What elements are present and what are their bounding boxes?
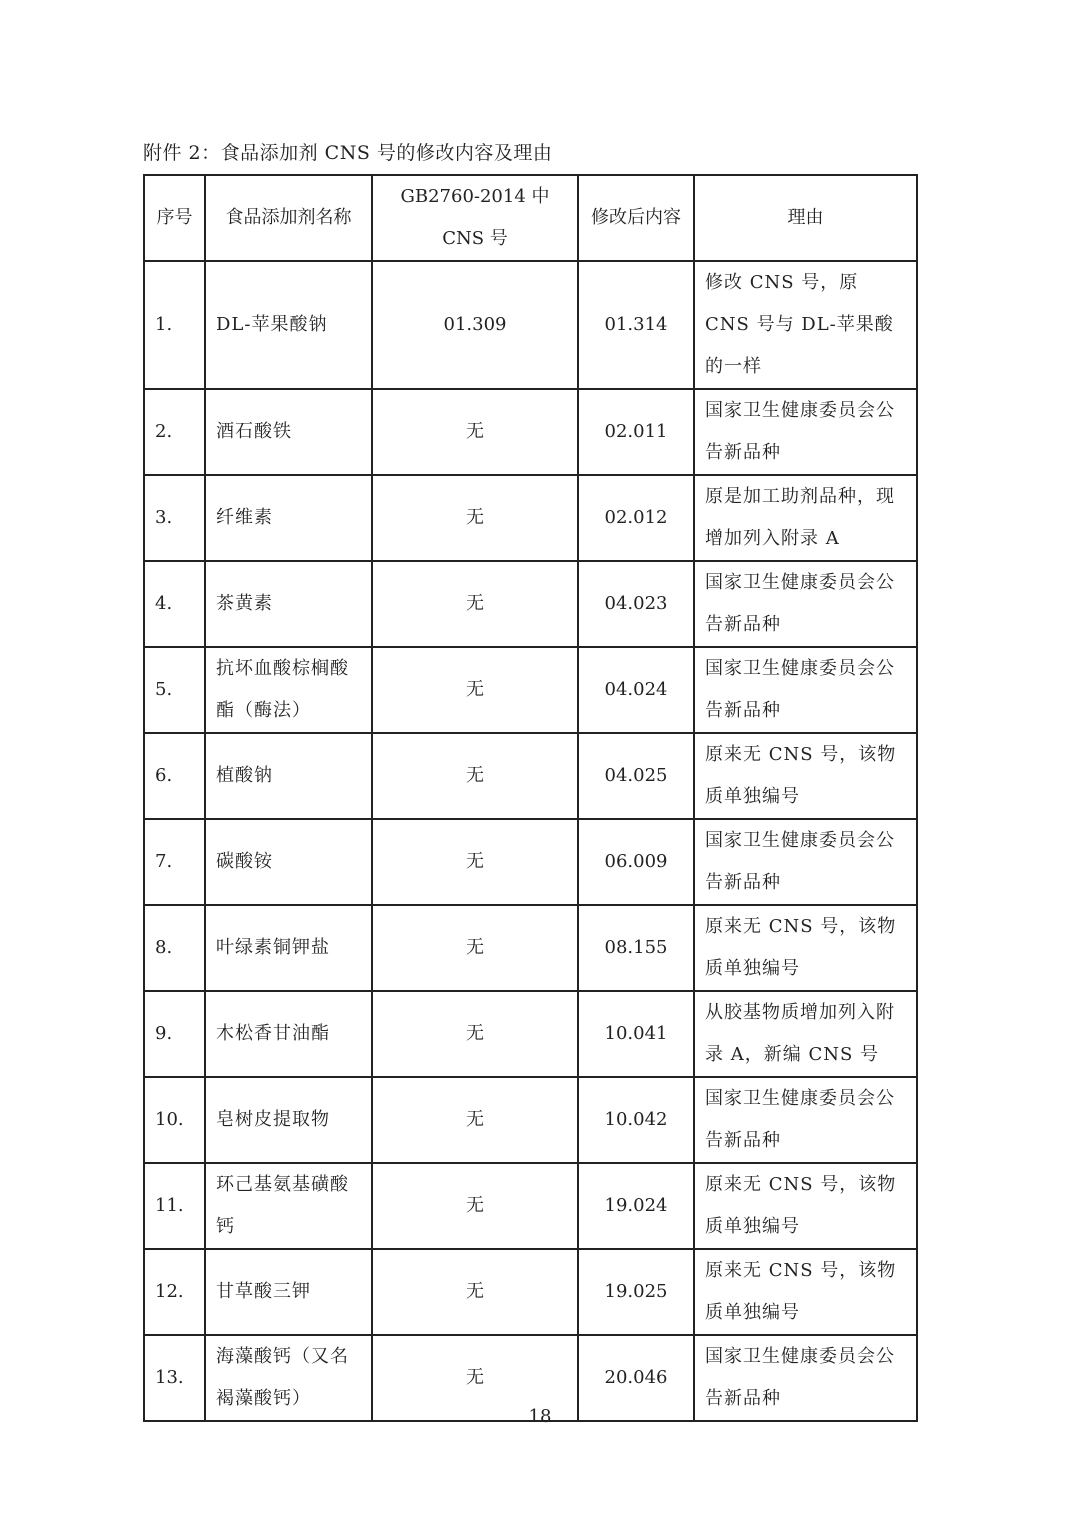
row-index: 11. <box>144 1163 205 1249</box>
original-cns: 无 <box>372 1077 578 1163</box>
additive-name: 纤维素 <box>205 475 372 561</box>
original-cns: 无 <box>372 905 578 991</box>
header-additive-name: 食品添加剂名称 <box>205 175 372 261</box>
reason-text: 原来无 CNS 号，该物质单独编号 <box>694 1249 917 1335</box>
revised-cns: 01.314 <box>578 261 694 389</box>
additive-name: 茶黄素 <box>205 561 372 647</box>
additive-name: 碳酸铵 <box>205 819 372 905</box>
page-number: 18 <box>528 1406 552 1427</box>
original-cns: 无 <box>372 561 578 647</box>
additive-name: 抗坏血酸棕榈酸酯（酶法） <box>205 647 372 733</box>
reason-text: 原来无 CNS 号，该物质单独编号 <box>694 1163 917 1249</box>
row-index: 1. <box>144 261 205 389</box>
additive-name: 环己基氨基磺酸钙 <box>205 1163 372 1249</box>
header-reason: 理由 <box>694 175 917 261</box>
table-row <box>144 389 917 475</box>
revised-cns: 02.011 <box>578 389 694 475</box>
reason-text: 国家卫生健康委员会公告新品种 <box>694 561 917 647</box>
original-cns: 无 <box>372 1163 578 1249</box>
additive-name: 甘草酸三钾 <box>205 1249 372 1335</box>
additive-name: 皂树皮提取物 <box>205 1077 372 1163</box>
table-row <box>144 475 917 561</box>
row-index: 8. <box>144 905 205 991</box>
table-row <box>144 733 917 819</box>
row-index: 2. <box>144 389 205 475</box>
table-row <box>144 1163 917 1249</box>
row-index: 12. <box>144 1249 205 1335</box>
original-cns: 无 <box>372 1249 578 1335</box>
original-cns: 无 <box>372 647 578 733</box>
header-index: 序号 <box>144 175 205 261</box>
table-row <box>144 819 917 905</box>
original-cns: 无 <box>372 389 578 475</box>
reason-text: 国家卫生健康委员会公告新品种 <box>694 1077 917 1163</box>
revised-cns: 10.042 <box>578 1077 694 1163</box>
reason-text: 原来无 CNS 号，该物质单独编号 <box>694 905 917 991</box>
reason-text: 国家卫生健康委员会公告新品种 <box>694 389 917 475</box>
additive-name: 植酸钠 <box>205 733 372 819</box>
reason-text: 原是加工助剂品种，现增加列入附录 A <box>694 475 917 561</box>
additive-name: 酒石酸铁 <box>205 389 372 475</box>
revised-cns: 19.025 <box>578 1249 694 1335</box>
original-cns: 01.309 <box>372 261 578 389</box>
table-row <box>144 261 917 389</box>
additive-name: 木松香甘油酯 <box>205 991 372 1077</box>
cns-modification-table <box>143 174 918 1422</box>
reason-text: 修改 CNS 号，原 CNS 号与 DL-苹果酸的一样 <box>694 261 917 389</box>
row-index: 3. <box>144 475 205 561</box>
header-revised-content: 修改后内容 <box>578 175 694 261</box>
table-row <box>144 1249 917 1335</box>
additive-name: 海藻酸钙（又名褐藻酸钙） <box>205 1335 372 1421</box>
row-index: 7. <box>144 819 205 905</box>
original-cns: 无 <box>372 1335 578 1421</box>
header-original-cns: GB2760-2014 中 CNS 号 <box>372 175 578 261</box>
table-row <box>144 991 917 1077</box>
document-caption: 附件 2：食品添加剂 CNS 号的修改内容及理由 <box>143 142 553 164</box>
revised-cns: 04.025 <box>578 733 694 819</box>
row-index: 5. <box>144 647 205 733</box>
table-row <box>144 1077 917 1163</box>
additive-name: 叶绿素铜钾盐 <box>205 905 372 991</box>
revised-cns: 04.023 <box>578 561 694 647</box>
reason-text: 国家卫生健康委员会公告新品种 <box>694 819 917 905</box>
row-index: 6. <box>144 733 205 819</box>
revised-cns: 20.046 <box>578 1335 694 1421</box>
table-row <box>144 647 917 733</box>
table-row <box>144 561 917 647</box>
additive-name: DL-苹果酸钠 <box>205 261 372 389</box>
row-index: 4. <box>144 561 205 647</box>
revised-cns: 19.024 <box>578 1163 694 1249</box>
original-cns: 无 <box>372 819 578 905</box>
original-cns: 无 <box>372 733 578 819</box>
revised-cns: 02.012 <box>578 475 694 561</box>
original-cns: 无 <box>372 475 578 561</box>
reason-text: 原来无 CNS 号，该物质单独编号 <box>694 733 917 819</box>
original-cns: 无 <box>372 991 578 1077</box>
revised-cns: 04.024 <box>578 647 694 733</box>
row-index: 10. <box>144 1077 205 1163</box>
reason-text: 从胶基物质增加列入附录 A，新编 CNS 号 <box>694 991 917 1077</box>
reason-text: 国家卫生健康委员会公告新品种 <box>694 1335 917 1421</box>
revised-cns: 08.155 <box>578 905 694 991</box>
reason-text: 国家卫生健康委员会公告新品种 <box>694 647 917 733</box>
table-header-row <box>144 175 917 261</box>
row-index: 9. <box>144 991 205 1077</box>
table-row <box>144 905 917 991</box>
row-index: 13. <box>144 1335 205 1421</box>
revised-cns: 06.009 <box>578 819 694 905</box>
revised-cns: 10.041 <box>578 991 694 1077</box>
